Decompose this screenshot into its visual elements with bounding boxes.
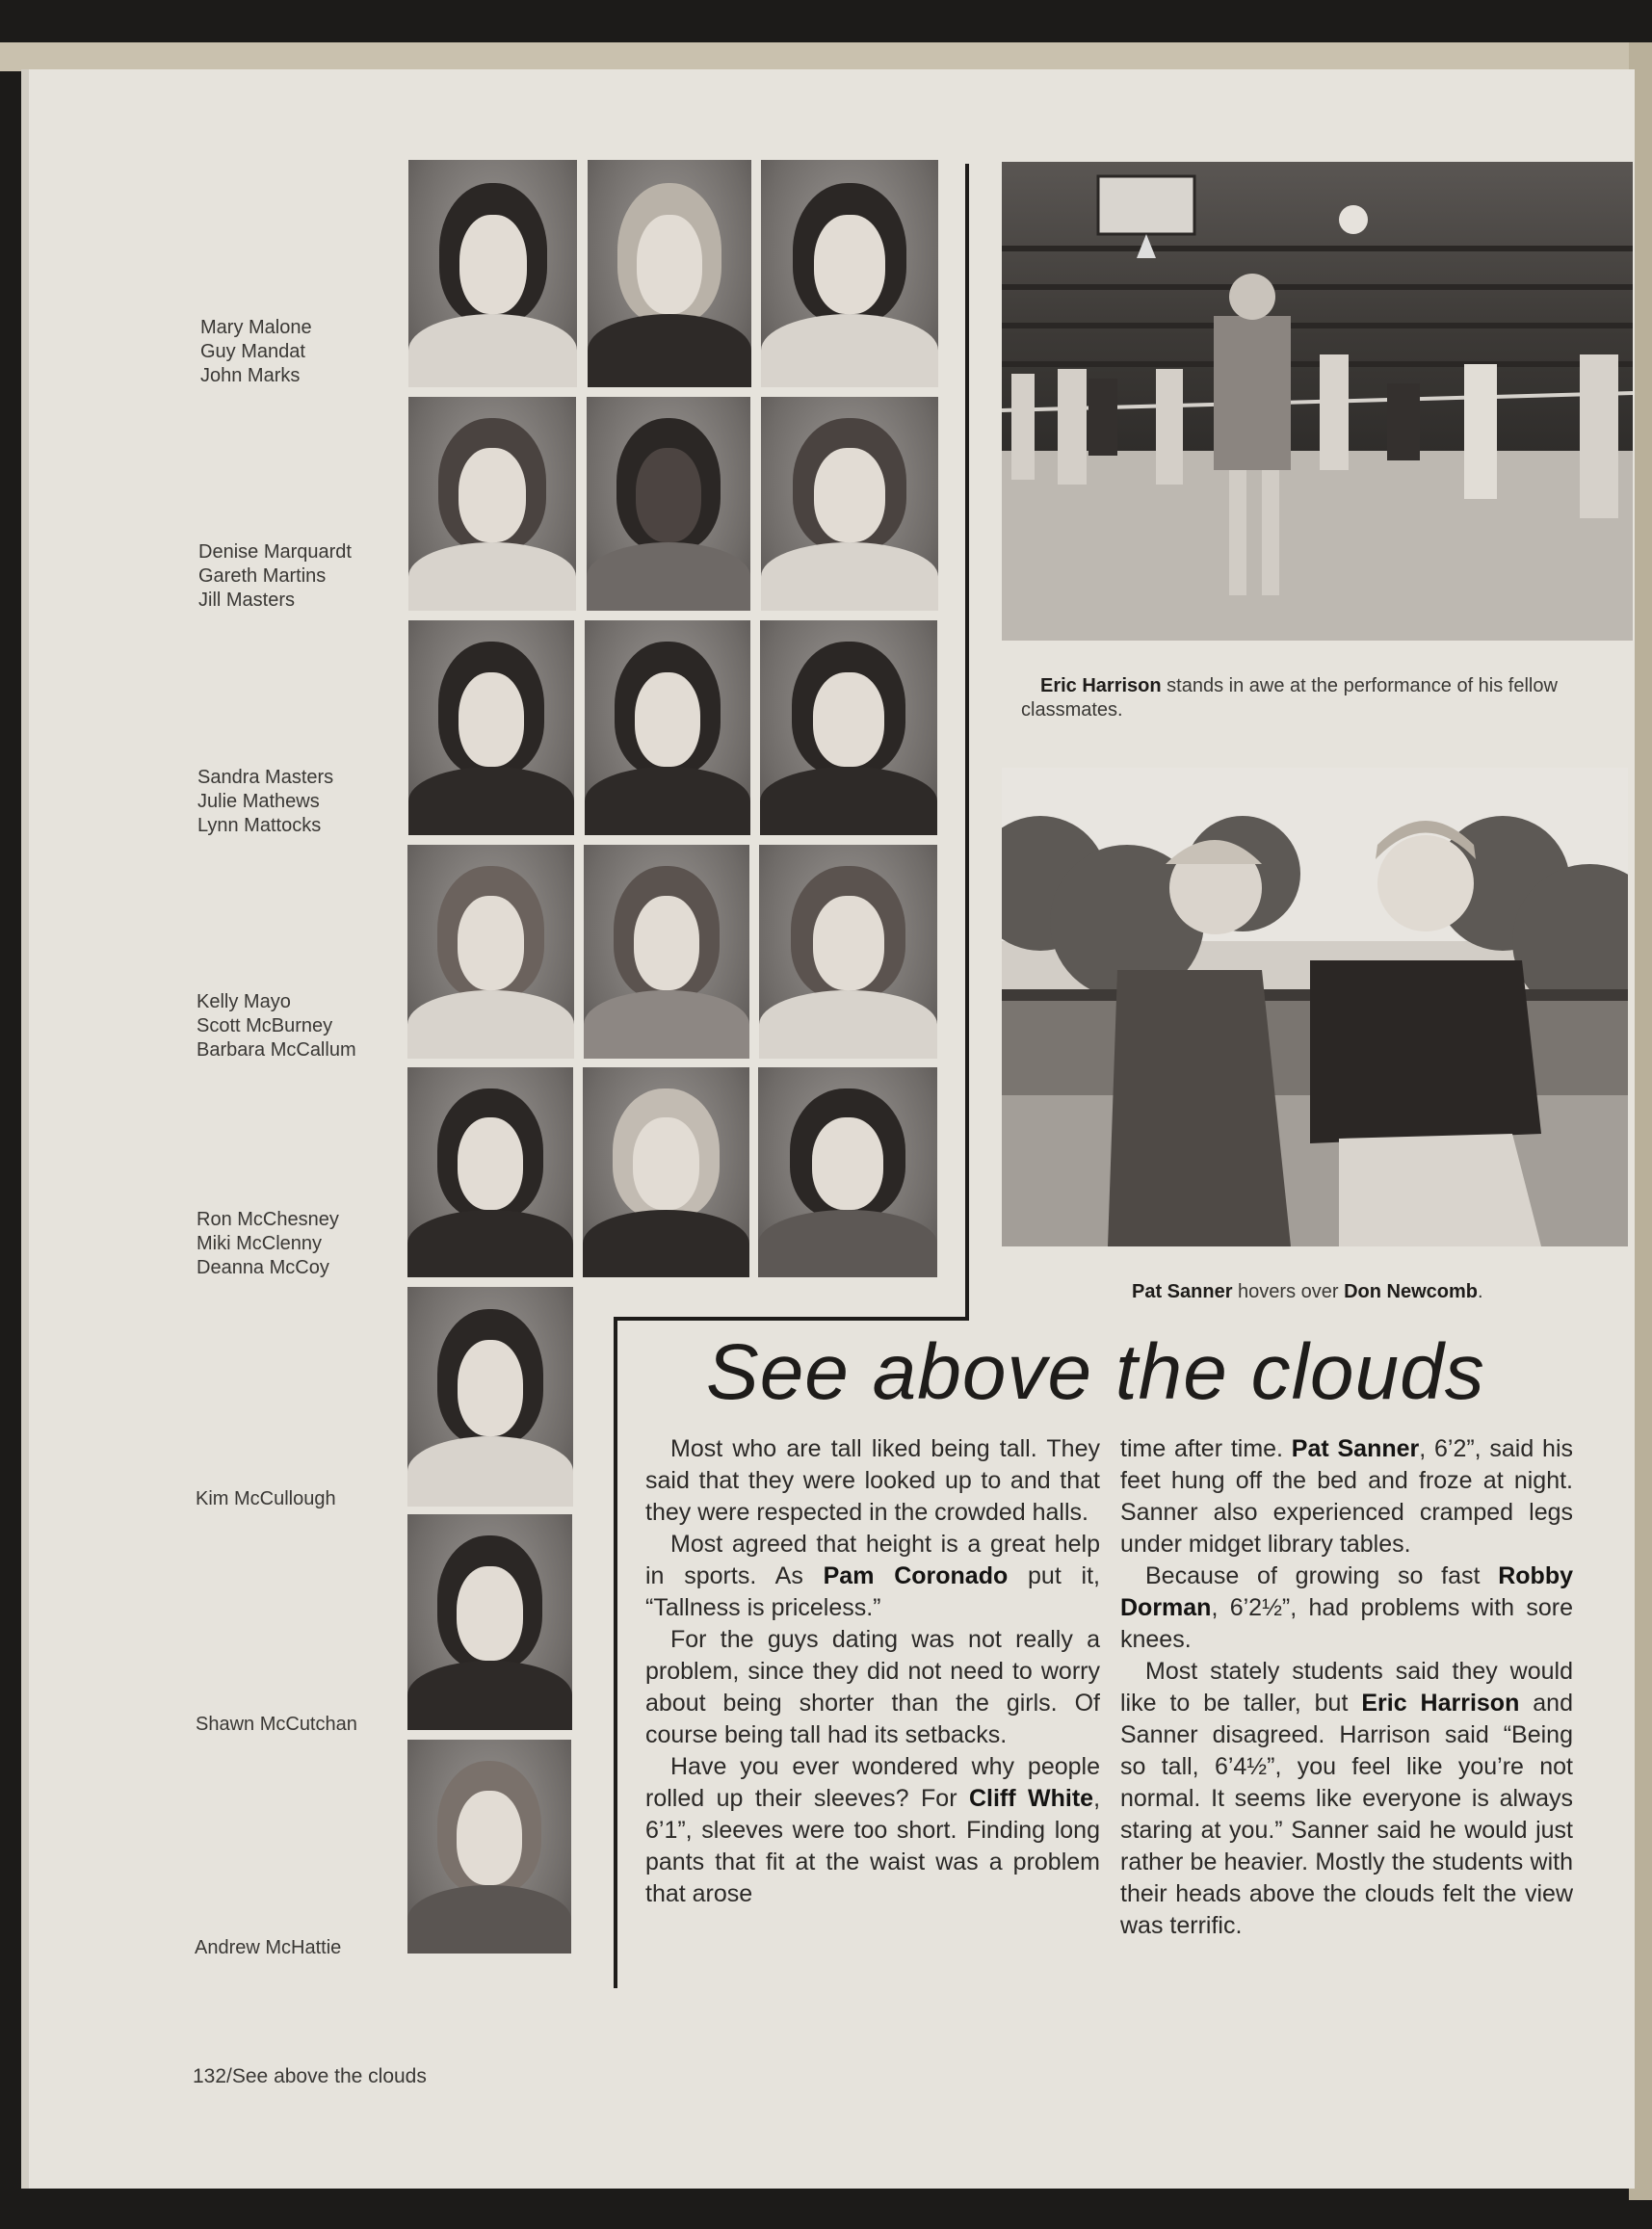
names-row-6 bbox=[196, 1487, 336, 1511]
names-row-4 bbox=[197, 990, 356, 1062]
portrait-photo bbox=[407, 1514, 572, 1730]
caption-name: Eric Harrison bbox=[1040, 675, 1162, 696]
caption-name: Pat Sanner bbox=[1132, 1281, 1233, 1302]
paragraph-text: , 6’2”, said his feet hung off the bed and froze at night. Sanner also experienced cramped legs under midget library tables. bbox=[1120, 1435, 1574, 1558]
paragraph-text: Most stately students said they would like to be taller, but bbox=[1120, 1658, 1573, 1717]
bold-name: Cliff White bbox=[968, 1785, 1094, 1812]
paragraph-text: , 6’2½”, had problems with sore knees. bbox=[1120, 1594, 1573, 1653]
portrait-photo bbox=[761, 397, 938, 611]
student-name: Miki McClenny bbox=[197, 1233, 323, 1254]
portrait-photo bbox=[758, 1067, 937, 1277]
portrait-photo bbox=[584, 845, 749, 1059]
article-paragraph bbox=[645, 1529, 1100, 1624]
student-name: Andrew McHattie bbox=[195, 1937, 342, 1958]
portrait-photo bbox=[761, 160, 938, 387]
outdoor-two-students-photo bbox=[1002, 768, 1628, 1246]
paragraph-text: Because of growing so fast bbox=[1145, 1562, 1499, 1589]
bold-name: Eric Harrison bbox=[1361, 1690, 1520, 1717]
student-name: John Marks bbox=[200, 365, 301, 386]
gym-volleyball-photo bbox=[1002, 162, 1633, 641]
portrait-photo bbox=[407, 845, 574, 1059]
portrait-photo bbox=[759, 845, 937, 1059]
paragraph-text: put it, “Tallness is priceless.” bbox=[645, 1562, 1101, 1621]
portrait-photo bbox=[588, 160, 751, 387]
student-name: Denise Marquardt bbox=[198, 541, 352, 563]
article-paragraph bbox=[645, 1751, 1100, 1910]
student-name: Lynn Mattocks bbox=[197, 815, 322, 836]
student-name: Sandra Masters bbox=[197, 767, 334, 788]
student-name: Kelly Mayo bbox=[197, 991, 291, 1012]
caption-text: hovers over bbox=[1232, 1281, 1345, 1302]
student-name: Kim McCullough bbox=[196, 1488, 336, 1509]
article-column-2 bbox=[1120, 1433, 1573, 1942]
article-paragraph bbox=[1120, 1560, 1573, 1656]
student-name: Julie Mathews bbox=[197, 791, 320, 812]
portrait-photo bbox=[407, 1067, 573, 1277]
photo-caption-top bbox=[1021, 674, 1618, 722]
photo-caption-bottom bbox=[1132, 1280, 1483, 1304]
caption-text: stands in awe at the performance of his fellow classmates. bbox=[1021, 675, 1558, 721]
paragraph-text: and Sanner disagreed. Harrison said “Being so tall, 6’4½”, you feel like you’re not normal. It seems like everyone is always staring at you.” Sanner said he would just rather be heavier. Mostly the students with their heads above the clouds felt the view was terrific. bbox=[1120, 1690, 1573, 1939]
paragraph-text: Most who are tall liked being tall. They said that they were looked up to and that they were respected in the crowded halls. bbox=[645, 1435, 1100, 1526]
portrait-photo bbox=[408, 160, 577, 387]
portrait-photo bbox=[407, 1740, 571, 1954]
student-name: Barbara McCallum bbox=[197, 1039, 356, 1061]
names-row-8 bbox=[195, 1936, 341, 1960]
names-row-1 bbox=[200, 316, 312, 388]
caption-name: Don Newcomb bbox=[1344, 1281, 1478, 1302]
names-row-3 bbox=[197, 766, 333, 838]
names-row-2 bbox=[198, 540, 352, 613]
portrait-photo bbox=[585, 620, 750, 835]
article-paragraph bbox=[645, 1433, 1100, 1529]
student-name: Mary Malone bbox=[200, 317, 312, 338]
student-name: Scott McBurney bbox=[197, 1015, 333, 1036]
column-rule bbox=[614, 1317, 617, 1988]
bold-name: Pat Sanner bbox=[1291, 1435, 1420, 1462]
book-top-edge bbox=[0, 42, 1652, 71]
student-name: Shawn McCutchan bbox=[196, 1714, 357, 1735]
names-row-5 bbox=[197, 1208, 339, 1280]
portrait-photo bbox=[408, 620, 574, 835]
article-paragraph bbox=[1120, 1656, 1573, 1942]
student-name: Deanna McCoy bbox=[197, 1257, 329, 1278]
portrait-photo bbox=[760, 620, 937, 835]
article-column-1 bbox=[645, 1433, 1100, 1910]
paragraph-text: time after time. bbox=[1120, 1435, 1292, 1462]
bold-name: Robby Dorman bbox=[1120, 1562, 1573, 1621]
paragraph-text: For the guys dating was not really a problem, since they did not need to worry about being shorter than the girls. Of course being tall had its setbacks. bbox=[645, 1626, 1100, 1748]
article-paragraph bbox=[645, 1624, 1100, 1751]
bold-name: Pam Coronado bbox=[823, 1562, 1009, 1589]
portrait-photo bbox=[407, 1287, 573, 1507]
student-name: Guy Mandat bbox=[200, 341, 305, 362]
article-headline: See above the clouds bbox=[706, 1328, 1485, 1416]
column-rule bbox=[614, 1317, 969, 1321]
paragraph-text: Have you ever wondered why people rolled up their sleeves? For bbox=[645, 1753, 1100, 1812]
caption-text: . bbox=[1478, 1281, 1483, 1302]
article-paragraph bbox=[1120, 1433, 1573, 1560]
column-rule bbox=[965, 164, 969, 1320]
student-name: Jill Masters bbox=[198, 590, 296, 611]
student-name: Ron McChesney bbox=[197, 1209, 339, 1230]
paragraph-text: Most agreed that height is a great help in sports. As bbox=[645, 1531, 1100, 1589]
portrait-photo bbox=[587, 397, 750, 611]
names-row-7 bbox=[196, 1713, 357, 1737]
portrait-photo bbox=[408, 397, 576, 611]
paragraph-text: , 6’1”, sleeves were too short. Finding long pants that fit at the waist was a problem that arose bbox=[645, 1785, 1101, 1907]
portrait-photo bbox=[583, 1067, 749, 1277]
page-folio: 132/See above the clouds bbox=[193, 2065, 427, 2087]
student-name: Gareth Martins bbox=[198, 565, 327, 587]
page-gutter bbox=[21, 69, 29, 2189]
